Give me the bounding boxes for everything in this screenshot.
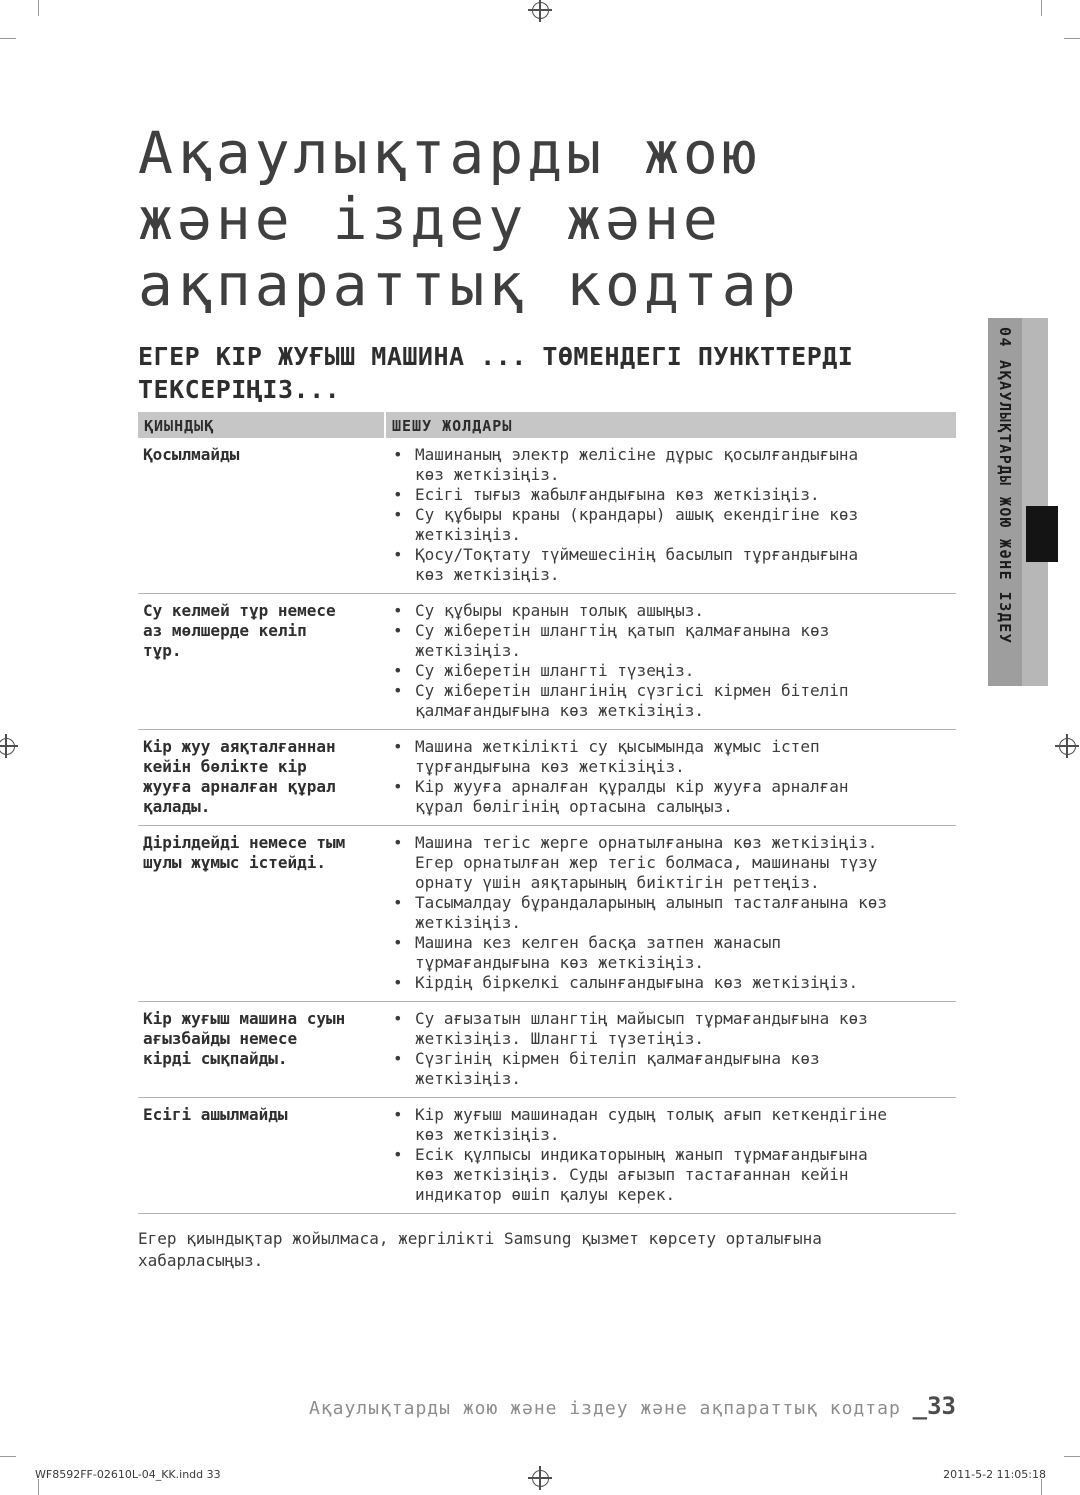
page-footer <box>138 1392 956 1420</box>
table-row <box>138 826 956 1002</box>
bullet-icon: • <box>393 777 403 796</box>
solution-item <box>384 545 892 585</box>
table-row <box>138 594 956 730</box>
solution-item <box>384 1145 892 1205</box>
solution-item <box>384 1009 892 1049</box>
bullet-icon: • <box>393 1009 403 1028</box>
registration-mark-left <box>0 734 18 758</box>
problem-cell: Су келмей тұр немесе аз мөлшерде келіп тұр. <box>143 601 336 660</box>
crop-mark-bottom-left-vertical <box>38 1479 39 1495</box>
bullet-icon: • <box>393 1105 403 1124</box>
section-heading-line-2: ТЕКСЕРІҢІЗ... <box>138 375 341 404</box>
solution-text: Су құбыры кранын толық ашыңыз. <box>415 601 704 620</box>
crosshair-circle-icon <box>532 1470 549 1487</box>
solution-text: Су жіберетін шлангтің қатып қалмағанына көз жеткізіңіз. <box>415 621 830 660</box>
chapter-tab-label: АҚАУЛЫҚТАРДЫ ЖОЮ ЖӘНЕ ІЗДЕУ <box>996 360 1014 645</box>
solution-text: Су жіберетін шлангінің сүзгісі кірмен бітеліп қалмағандығына көз жеткізіңіз. <box>415 681 849 720</box>
bullet-icon: • <box>393 933 403 952</box>
solution-item <box>384 1049 892 1089</box>
bullet-icon: • <box>393 681 403 700</box>
crosshair-circle-icon <box>0 738 15 755</box>
solution-item <box>384 485 892 505</box>
troubleshooting-table <box>138 412 956 1214</box>
section-heading-line-1: ЕГЕР КІР ЖУҒЫШ МАШИНА ... ТӨМЕНДЕГІ ПУНКТТЕРДІ <box>138 342 854 371</box>
table-row <box>138 730 956 826</box>
solution-item <box>384 681 892 721</box>
crop-mark-bottom-left-horizontal <box>0 1456 16 1457</box>
bullet-icon: • <box>393 505 403 524</box>
solution-item <box>384 833 892 893</box>
solution-text: Машина тегіс жерге орнатылғанына көз жеткізіңіз. Егер орнатылған жер тегіс болмаса, машинаны түзу орнату үшін аяқтарының биіктігін реттеңіз. <box>415 833 878 892</box>
page-title <box>138 0 956 318</box>
page-title-line-3: ақпараттық кодтар <box>138 251 800 319</box>
page-title-line-2: және іздеу және <box>138 185 722 253</box>
solution-item <box>384 505 892 545</box>
solution-text: Су құбыры краны (крандары) ашық екендігіне көз жеткізіңіз. <box>415 505 859 544</box>
solutions-cell <box>384 833 956 993</box>
solution-text: Қосу/Тоқтату түймешесінің басылып тұрғандығына көз жеткізіңіз. <box>415 545 859 584</box>
page-number: _33 <box>912 1392 956 1420</box>
solution-text: Машина кез келген басқа затпен жанасып тұрмағандығына көз жеткізіңіз. <box>415 933 782 972</box>
print-date-label: 2011-5-2 11:05:18 <box>943 1468 1046 1481</box>
solution-item <box>384 621 892 661</box>
table-row <box>138 438 956 594</box>
problem-cell: Кір жуғыш машина суын ағызбайды немесе кірді сықпайды. <box>143 1009 346 1068</box>
bullet-icon: • <box>393 601 403 620</box>
solution-text: Кір жуғыш машинадан судың толық ағып кеткендігіне көз жеткізіңіз. <box>415 1105 888 1144</box>
solution-text: Тасымалдау бұрандаларының алынып тасталғанына көз жеткізіңіз. <box>415 893 888 932</box>
solution-item <box>384 445 892 485</box>
solution-text: Кірдің біркелкі салынғандығына көз жеткізіңіз. <box>415 973 859 992</box>
bullet-icon: • <box>393 1049 403 1068</box>
crop-mark-bottom-right-horizontal <box>1064 1456 1080 1457</box>
bullet-icon: • <box>393 893 403 912</box>
solution-item <box>384 893 892 933</box>
chapter-tab-black-marker <box>1026 506 1058 562</box>
solutions-cell <box>384 1105 956 1205</box>
problem-cell: Кір жуу аяқталғаннан кейін бөлікте кір жууға арналған құрал қалады. <box>143 737 336 816</box>
problem-cell: Дірілдейді немесе тым шулы жұмыс істейді. <box>143 833 346 872</box>
bullet-icon: • <box>393 973 403 992</box>
bullet-icon: • <box>393 445 403 464</box>
bullet-icon: • <box>393 833 403 852</box>
solution-item <box>384 737 892 777</box>
crop-mark-bottom-right-vertical <box>1041 1479 1042 1495</box>
solution-item <box>384 933 892 973</box>
bullet-icon: • <box>393 621 403 640</box>
page-footer-text: Ақаулықтарды жою және іздеу және ақпараттық кодтар <box>308 1398 901 1419</box>
registration-mark-bottom <box>528 1466 552 1490</box>
solutions-cell <box>384 737 956 817</box>
crosshair-circle-icon <box>1059 738 1076 755</box>
solutions-cell <box>384 1009 956 1089</box>
bullet-icon: • <box>393 485 403 504</box>
section-heading <box>138 340 956 406</box>
footer-note: Егер қиындықтар жойылмаса, жергілікті Samsung қызмет көрсету орталығына хабарласыңыз. <box>138 1229 822 1270</box>
page-title-line-1: Ақаулықтарды жою <box>138 119 761 187</box>
header-cell-solutions: ШЕШУ ЖОЛДАРЫ <box>386 412 956 438</box>
solution-text: Су жіберетін шлангті түзеңіз. <box>415 661 695 680</box>
chapter-tab <box>996 327 1014 679</box>
crop-mark-top-right-horizontal <box>1064 38 1080 39</box>
solutions-cell <box>384 445 956 585</box>
print-file-label: WF8592FF-02610L-04_KK.indd 33 <box>35 1468 221 1481</box>
registration-mark-right <box>1055 734 1079 758</box>
header-cell-problem: ҚИЫНДЫҚ <box>138 412 384 438</box>
crop-mark-top-left-vertical <box>38 0 39 16</box>
solution-text: Машина жеткілікті су қысымында жұмыс істеп тұрғандығына көз жеткізіңіз. <box>415 737 820 776</box>
problem-cell: Қосылмайды <box>143 445 240 464</box>
solution-item <box>384 661 892 681</box>
bullet-icon: • <box>393 661 403 680</box>
solution-item <box>384 601 892 621</box>
problem-cell: Есігі ашылмайды <box>143 1105 288 1124</box>
table-header-row <box>138 412 956 438</box>
solution-text: Есік құлпысы индикаторының жанып тұрмағандығына көз жеткізіңіз. Суды ағызып тастағаннан кейін индикатор өшіп қалуы керек. <box>415 1145 868 1204</box>
solution-item <box>384 1105 892 1145</box>
chapter-tab-number: 04 <box>996 327 1014 349</box>
solution-text: Кір жууға арналған құралды кір жууға арналған құрал бөлігінің ортасына салыңыз. <box>415 777 849 816</box>
solution-item <box>384 973 892 993</box>
crop-mark-top-left-horizontal <box>0 38 16 39</box>
bullet-icon: • <box>393 1145 403 1164</box>
solution-item <box>384 777 892 817</box>
content-column <box>138 0 956 1272</box>
solution-text: Машинаның электр желісіне дұрыс қосылғандығына көз жеткізіңіз. <box>415 445 859 484</box>
table-row <box>138 1098 956 1214</box>
table-row <box>138 1002 956 1098</box>
solution-text: Есігі тығыз жабылғандығына көз жеткізіңіз. <box>415 485 820 504</box>
solution-text: Су ағызатын шлангтің майысып тұрмағандығына көз жеткізіңіз. Шлангті түзетіңіз. <box>415 1009 868 1048</box>
bullet-icon: • <box>393 737 403 756</box>
table-body <box>138 438 956 1214</box>
solution-text: Сүзгінің кірмен бітеліп қалмағандығына көз жеткізіңіз. <box>415 1049 820 1088</box>
bullet-icon: • <box>393 545 403 564</box>
crop-mark-top-right-vertical <box>1041 0 1042 16</box>
solutions-cell <box>384 601 956 721</box>
